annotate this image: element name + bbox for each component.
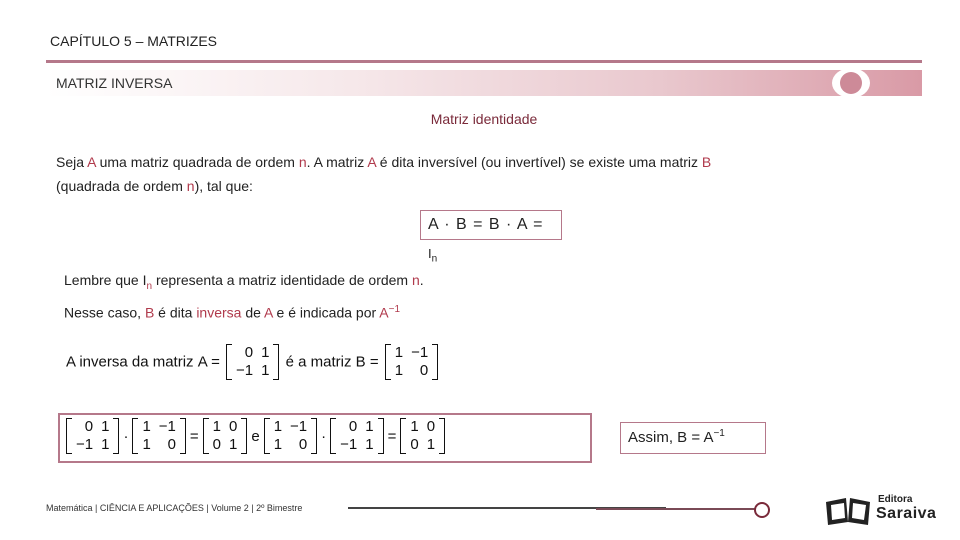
publisher-logo	[824, 492, 940, 528]
remember-note	[64, 268, 424, 299]
section-band	[46, 70, 922, 96]
subscript: n	[146, 280, 153, 292]
equals: =	[387, 427, 397, 445]
matrix-cell: −1	[411, 344, 429, 361]
superscript: −1	[713, 428, 725, 439]
text: .	[419, 272, 424, 288]
lhs-b: B =	[355, 353, 379, 371]
matrix-cell: 1	[410, 418, 419, 435]
identity-symbol	[428, 246, 437, 265]
footer-text: Matemática | CIÊNCIA E APLICAÇÕES | Volume 2 | 2º Bimestre	[46, 503, 303, 513]
text: Nesse caso,	[64, 304, 145, 321]
conclusion-text: Assim, B = A	[628, 429, 714, 446]
text: e é indicada por	[272, 304, 380, 321]
matrix-4	[264, 418, 317, 454]
matrix-cell: −1	[340, 436, 358, 453]
matrix-cell: 1	[261, 344, 270, 361]
logo-line1: Editora	[878, 494, 913, 505]
text: Seja	[56, 154, 88, 170]
var-n: n	[186, 178, 195, 194]
matrix-cell: 0	[298, 436, 308, 453]
matrix-2	[132, 418, 185, 454]
matrix-cell: 1	[212, 418, 222, 435]
superscript: −1	[388, 304, 401, 315]
matrix-5	[330, 418, 383, 454]
matrix-cell: −1	[158, 418, 176, 435]
matrix-1	[66, 418, 119, 454]
lhs-a: A =	[197, 353, 220, 371]
matrix-cell: 1	[394, 344, 404, 361]
matrix-cell: 1	[273, 436, 283, 453]
chapter-title: CAPÍTULO 5 – MATRIZES	[50, 33, 217, 49]
matrix-cell: 0	[84, 418, 94, 435]
var-n: n	[412, 272, 420, 288]
matrix-cell: −1	[290, 418, 308, 435]
var-n: n	[298, 154, 307, 170]
var-a-inverse: A	[379, 304, 389, 321]
header-divider	[46, 60, 922, 63]
matrix-cell: 0	[229, 418, 238, 435]
band-circle-icon	[840, 72, 862, 94]
matrix-cell: 1	[142, 436, 151, 453]
text: Lembre que I	[64, 272, 147, 288]
logo-line2: Saraiva	[876, 505, 937, 522]
conclusion-box	[620, 422, 766, 454]
text: é dita	[154, 304, 197, 321]
matrix-cell: 1	[101, 418, 110, 435]
matrix-cell: 1	[394, 362, 404, 379]
var-b: B	[144, 304, 155, 321]
matrix-cell: 1	[273, 418, 283, 435]
text: (quadrada de ordem	[56, 178, 187, 194]
matrix-cell: 1	[101, 436, 110, 453]
matrix-cell: 1	[142, 418, 151, 435]
example-text: é a matriz	[285, 353, 356, 371]
matrix-cell: 1	[229, 436, 238, 453]
matrix-cell: 0	[419, 362, 429, 379]
dot-operator: ·	[123, 427, 129, 445]
matrix-cell: 0	[410, 436, 419, 453]
equation-box	[420, 210, 562, 240]
matrix-cell: −1	[76, 436, 94, 453]
term-inversa: inversa	[196, 304, 242, 321]
example-line	[66, 344, 440, 380]
var-a: A	[367, 154, 376, 170]
matrix-cell: 0	[167, 436, 176, 453]
example-text: A inversa da matriz	[66, 353, 198, 371]
and-word: e	[251, 427, 260, 445]
text: de	[241, 304, 265, 321]
text: uma matriz quadrada de ordem	[95, 154, 299, 170]
footer-line-accent	[596, 508, 756, 510]
identity-letter: I	[428, 246, 432, 261]
text: . A matriz	[306, 154, 368, 170]
matrix-3	[203, 418, 248, 454]
matrix-cell: 0	[212, 436, 222, 453]
matrix-cell: 1	[365, 418, 374, 435]
book-icon	[824, 496, 872, 526]
footer-circle-icon	[754, 502, 770, 518]
matrix-cell: −1	[236, 362, 254, 379]
matrix-cell: 1	[426, 436, 436, 453]
matrix-cell: 0	[426, 418, 436, 435]
equation-text: A · B = B · A =	[428, 216, 544, 233]
matrix-cell: 0	[348, 418, 358, 435]
matrix-b	[385, 344, 438, 380]
matrix-cell: 0	[244, 344, 254, 361]
verification-line	[64, 418, 447, 454]
equals: =	[189, 427, 199, 445]
inverse-definition	[64, 298, 400, 325]
var-b: B	[701, 154, 712, 170]
text: é dita inversível (ou invertível) se existe uma matriz	[375, 154, 702, 170]
dot-operator: ·	[321, 427, 327, 445]
band-label: MATRIZ INVERSA	[56, 75, 173, 91]
section-title: Matriz identidade	[430, 111, 538, 127]
var-a: A	[264, 304, 273, 321]
text: representa a matriz identidade de ordem	[152, 272, 412, 288]
matrix-cell: 1	[261, 362, 270, 379]
text: ), tal que:	[194, 178, 253, 194]
matrix-6	[400, 418, 445, 454]
var-a: A	[87, 154, 96, 170]
matrix-cell: 1	[365, 436, 374, 453]
definition-paragraph	[56, 150, 916, 198]
identity-subscript: n	[431, 253, 438, 265]
matrix-a	[226, 344, 279, 380]
